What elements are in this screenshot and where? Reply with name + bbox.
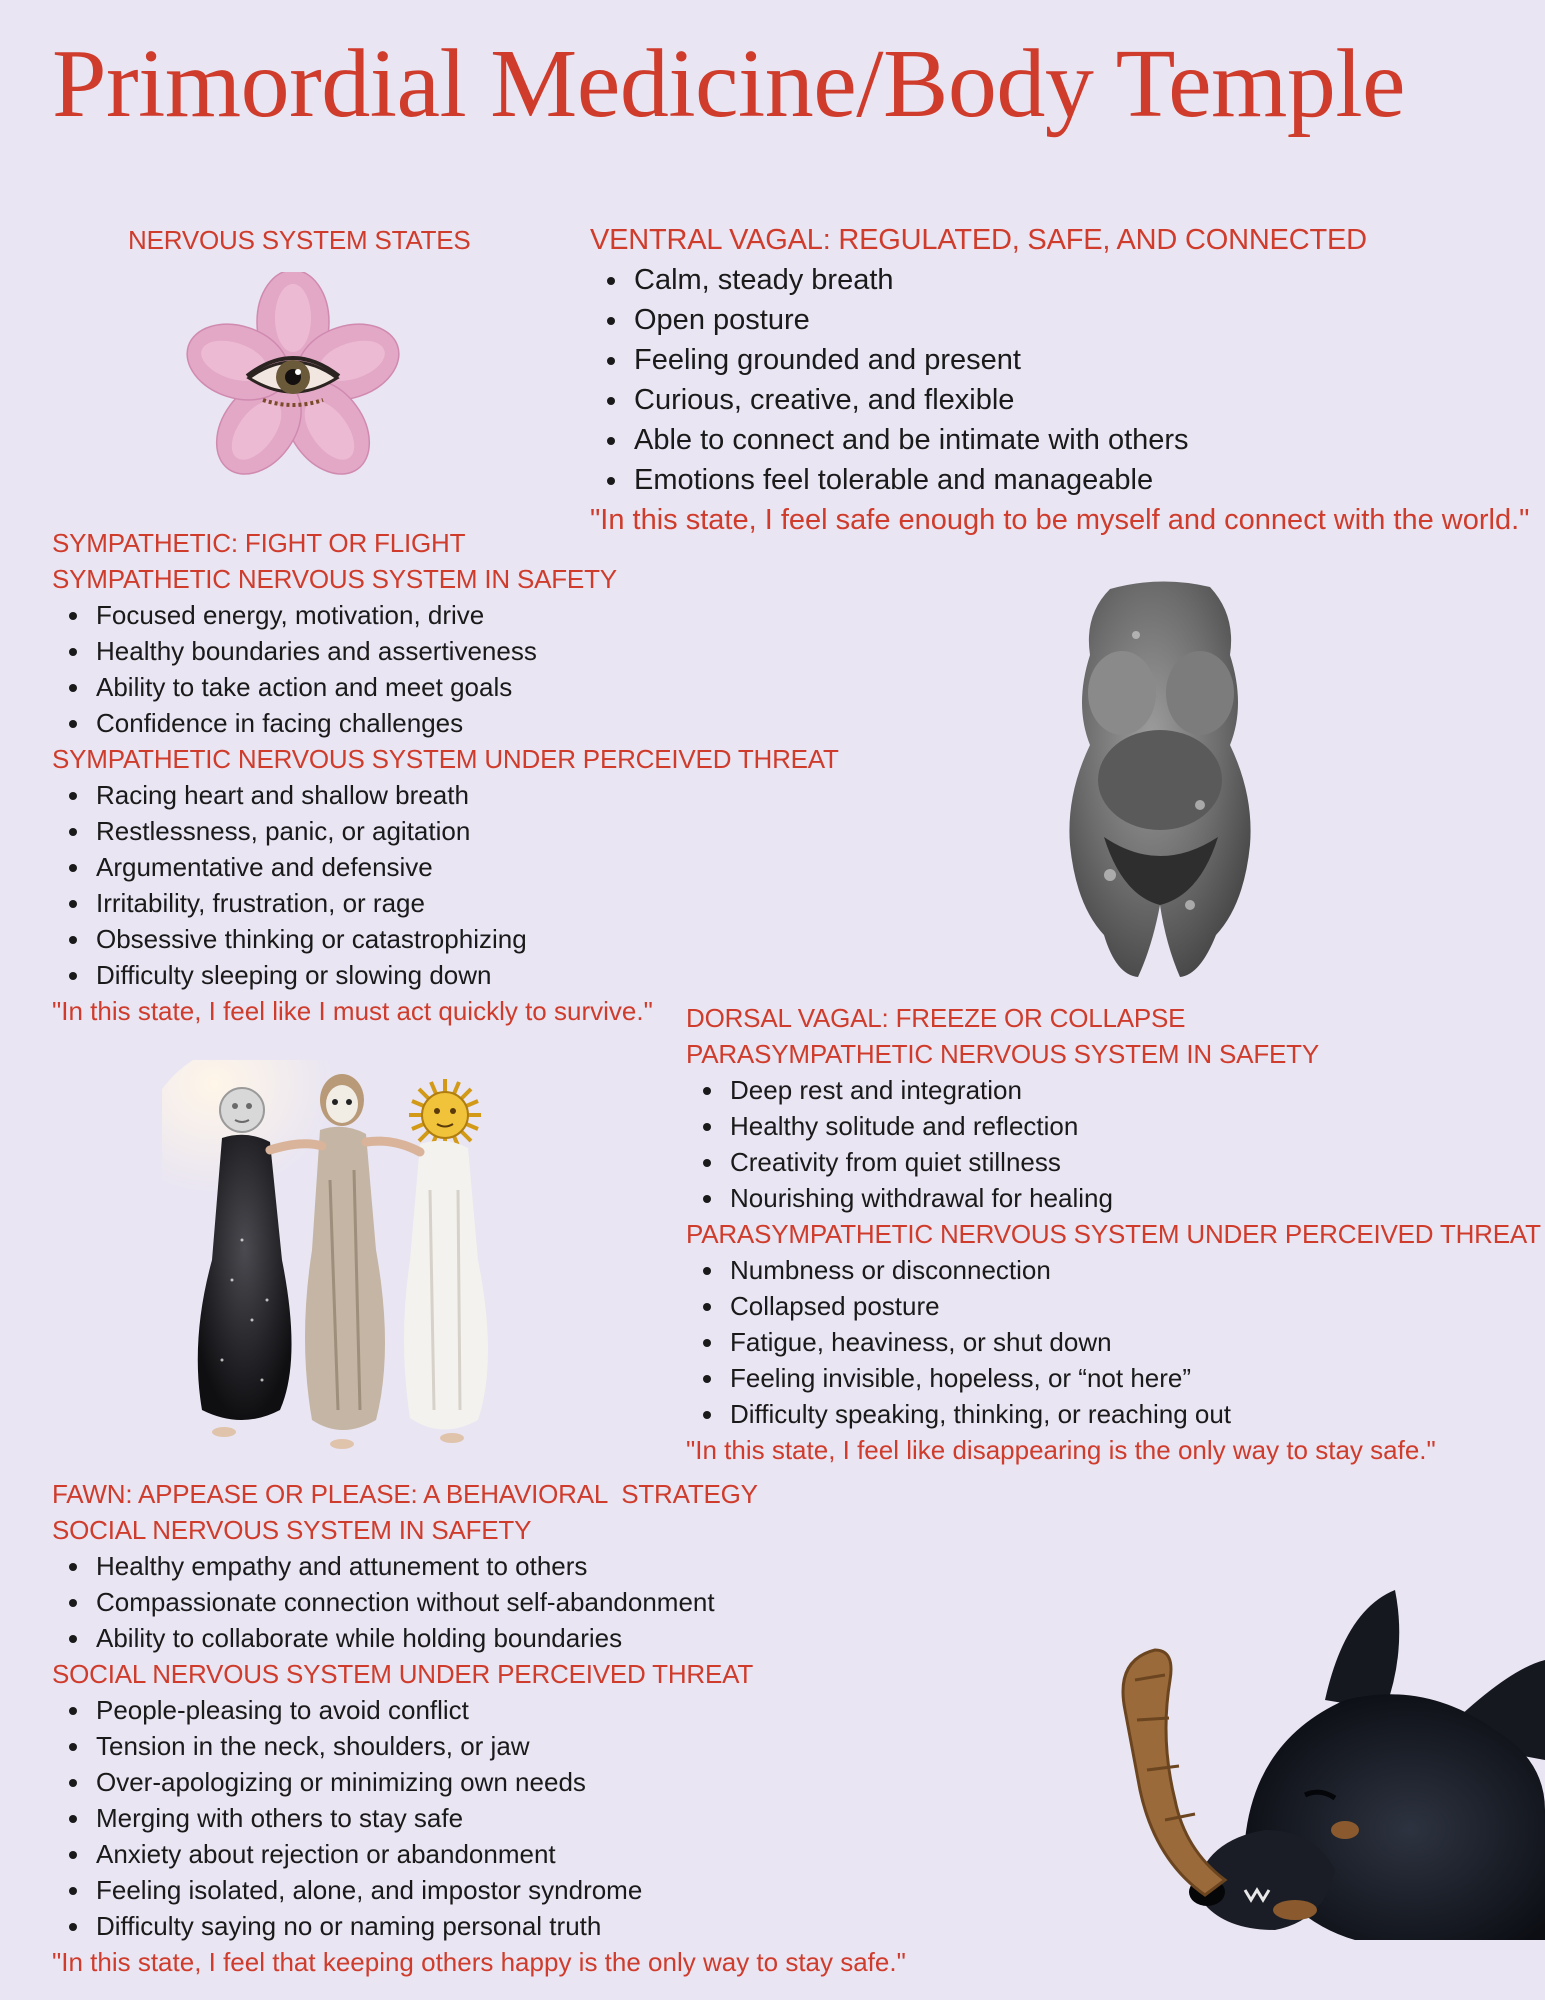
- flower-eye-image: [182, 272, 404, 482]
- fawn-safety-heading: SOCIAL NERVOUS SYSTEM IN SAFETY: [52, 1515, 532, 1545]
- nervous-states-label: NERVOUS SYSTEM STATES: [128, 225, 471, 255]
- ventral-heading: VENTRAL VAGAL: REGULATED, SAFE, AND CONNECTED: [590, 224, 1367, 256]
- three-dancers-image: [162, 1060, 512, 1460]
- list-item: Curious, creative, and flexible: [634, 380, 1529, 420]
- list-item: Anxiety about rejection or abandonment: [96, 1836, 906, 1872]
- sympathetic-quote: "In this state, I feel like I must act quickly to survive.": [52, 996, 653, 1026]
- list-item: Feeling grounded and present: [634, 340, 1529, 380]
- list-item: Argumentative and defensive: [96, 849, 839, 885]
- dorsal-safety-list: [686, 1072, 1541, 1216]
- list-item: Fatigue, heaviness, or shut down: [730, 1324, 1541, 1360]
- dorsal-safety-heading: PARASYMPATHETIC NERVOUS SYSTEM IN SAFETY: [686, 1039, 1319, 1069]
- list-item: Merging with others to stay safe: [96, 1800, 906, 1836]
- list-item: Racing heart and shallow breath: [96, 777, 839, 813]
- ventral-section: [590, 220, 1529, 540]
- fawn-heading: FAWN: APPEASE OR PLEASE: A BEHAVIORAL STRATEGY: [52, 1479, 758, 1509]
- dorsal-quote: "In this state, I feel like disappearing is the only way to stay safe.": [686, 1435, 1436, 1465]
- list-item: Difficulty saying no or naming personal truth: [96, 1908, 906, 1944]
- list-item: Feeling isolated, alone, and impostor syndrome: [96, 1872, 906, 1908]
- dorsal-threat-heading: PARASYMPATHETIC NERVOUS SYSTEM UNDER PERCEIVED THREAT: [686, 1219, 1541, 1249]
- sympathetic-threat-heading: SYMPATHETIC NERVOUS SYSTEM UNDER PERCEIVED THREAT: [52, 744, 839, 774]
- list-item: Healthy solitude and reflection: [730, 1108, 1541, 1144]
- fawn-threat-heading: SOCIAL NERVOUS SYSTEM UNDER PERCEIVED THREAT: [52, 1659, 754, 1689]
- list-item: Open posture: [634, 300, 1529, 340]
- sympathetic-safety-heading: SYMPATHETIC NERVOUS SYSTEM IN SAFETY: [52, 564, 617, 594]
- fawn-threat-list: [52, 1692, 906, 1944]
- list-item: Deep rest and integration: [730, 1072, 1541, 1108]
- page-title: Primordial Medicine/Body Temple: [52, 30, 1406, 138]
- list-item: Creativity from quiet stillness: [730, 1144, 1541, 1180]
- venus-figurine-image: [1040, 575, 1280, 980]
- sympathetic-heading: SYMPATHETIC: FIGHT OR FLIGHT: [52, 528, 466, 558]
- list-item: Collapsed posture: [730, 1288, 1541, 1324]
- dorsal-section: [686, 1000, 1541, 1468]
- fawn-quote: "In this state, I feel that keeping others happy is the only way to stay safe.": [52, 1947, 906, 1977]
- list-item: Calm, steady breath: [634, 260, 1529, 300]
- list-item: Nourishing withdrawal for healing: [730, 1180, 1541, 1216]
- list-item: Numbness or disconnection: [730, 1252, 1541, 1288]
- dorsal-threat-list: [686, 1252, 1541, 1432]
- list-item: Difficulty sleeping or slowing down: [96, 957, 839, 993]
- list-item: Focused energy, motivation, drive: [96, 597, 839, 633]
- black-dog-image: [1095, 1590, 1545, 1940]
- list-item: Confidence in facing challenges: [96, 705, 839, 741]
- list-item: Healthy boundaries and assertiveness: [96, 633, 839, 669]
- list-item: Irritability, frustration, or rage: [96, 885, 839, 921]
- ventral-list: [590, 260, 1529, 500]
- sympathetic-section: [52, 525, 839, 1029]
- dorsal-heading: DORSAL VAGAL: FREEZE OR COLLAPSE: [686, 1003, 1186, 1033]
- list-item: Difficulty speaking, thinking, or reaching out: [730, 1396, 1541, 1432]
- ventral-quote: "In this state, I feel safe enough to be myself and connect with the world.": [590, 504, 1530, 536]
- list-item: Compassionate connection without self-abandonment: [96, 1584, 906, 1620]
- list-item: Healthy empathy and attunement to others: [96, 1548, 906, 1584]
- list-item: Obsessive thinking or catastrophizing: [96, 921, 839, 957]
- list-item: Ability to take action and meet goals: [96, 669, 839, 705]
- sympathetic-safety-list: [52, 597, 839, 741]
- list-item: Able to connect and be intimate with others: [634, 420, 1529, 460]
- list-item: Feeling invisible, hopeless, or “not here”: [730, 1360, 1541, 1396]
- list-item: Tension in the neck, shoulders, or jaw: [96, 1728, 906, 1764]
- list-item: People-pleasing to avoid conflict: [96, 1692, 906, 1728]
- list-item: Ability to collaborate while holding boundaries: [96, 1620, 906, 1656]
- fawn-safety-list: [52, 1548, 906, 1656]
- list-item: Emotions feel tolerable and manageable: [634, 460, 1529, 500]
- list-item: Over-apologizing or minimizing own needs: [96, 1764, 906, 1800]
- sympathetic-threat-list: [52, 777, 839, 993]
- list-item: Restlessness, panic, or agitation: [96, 813, 839, 849]
- fawn-section: [52, 1476, 906, 1980]
